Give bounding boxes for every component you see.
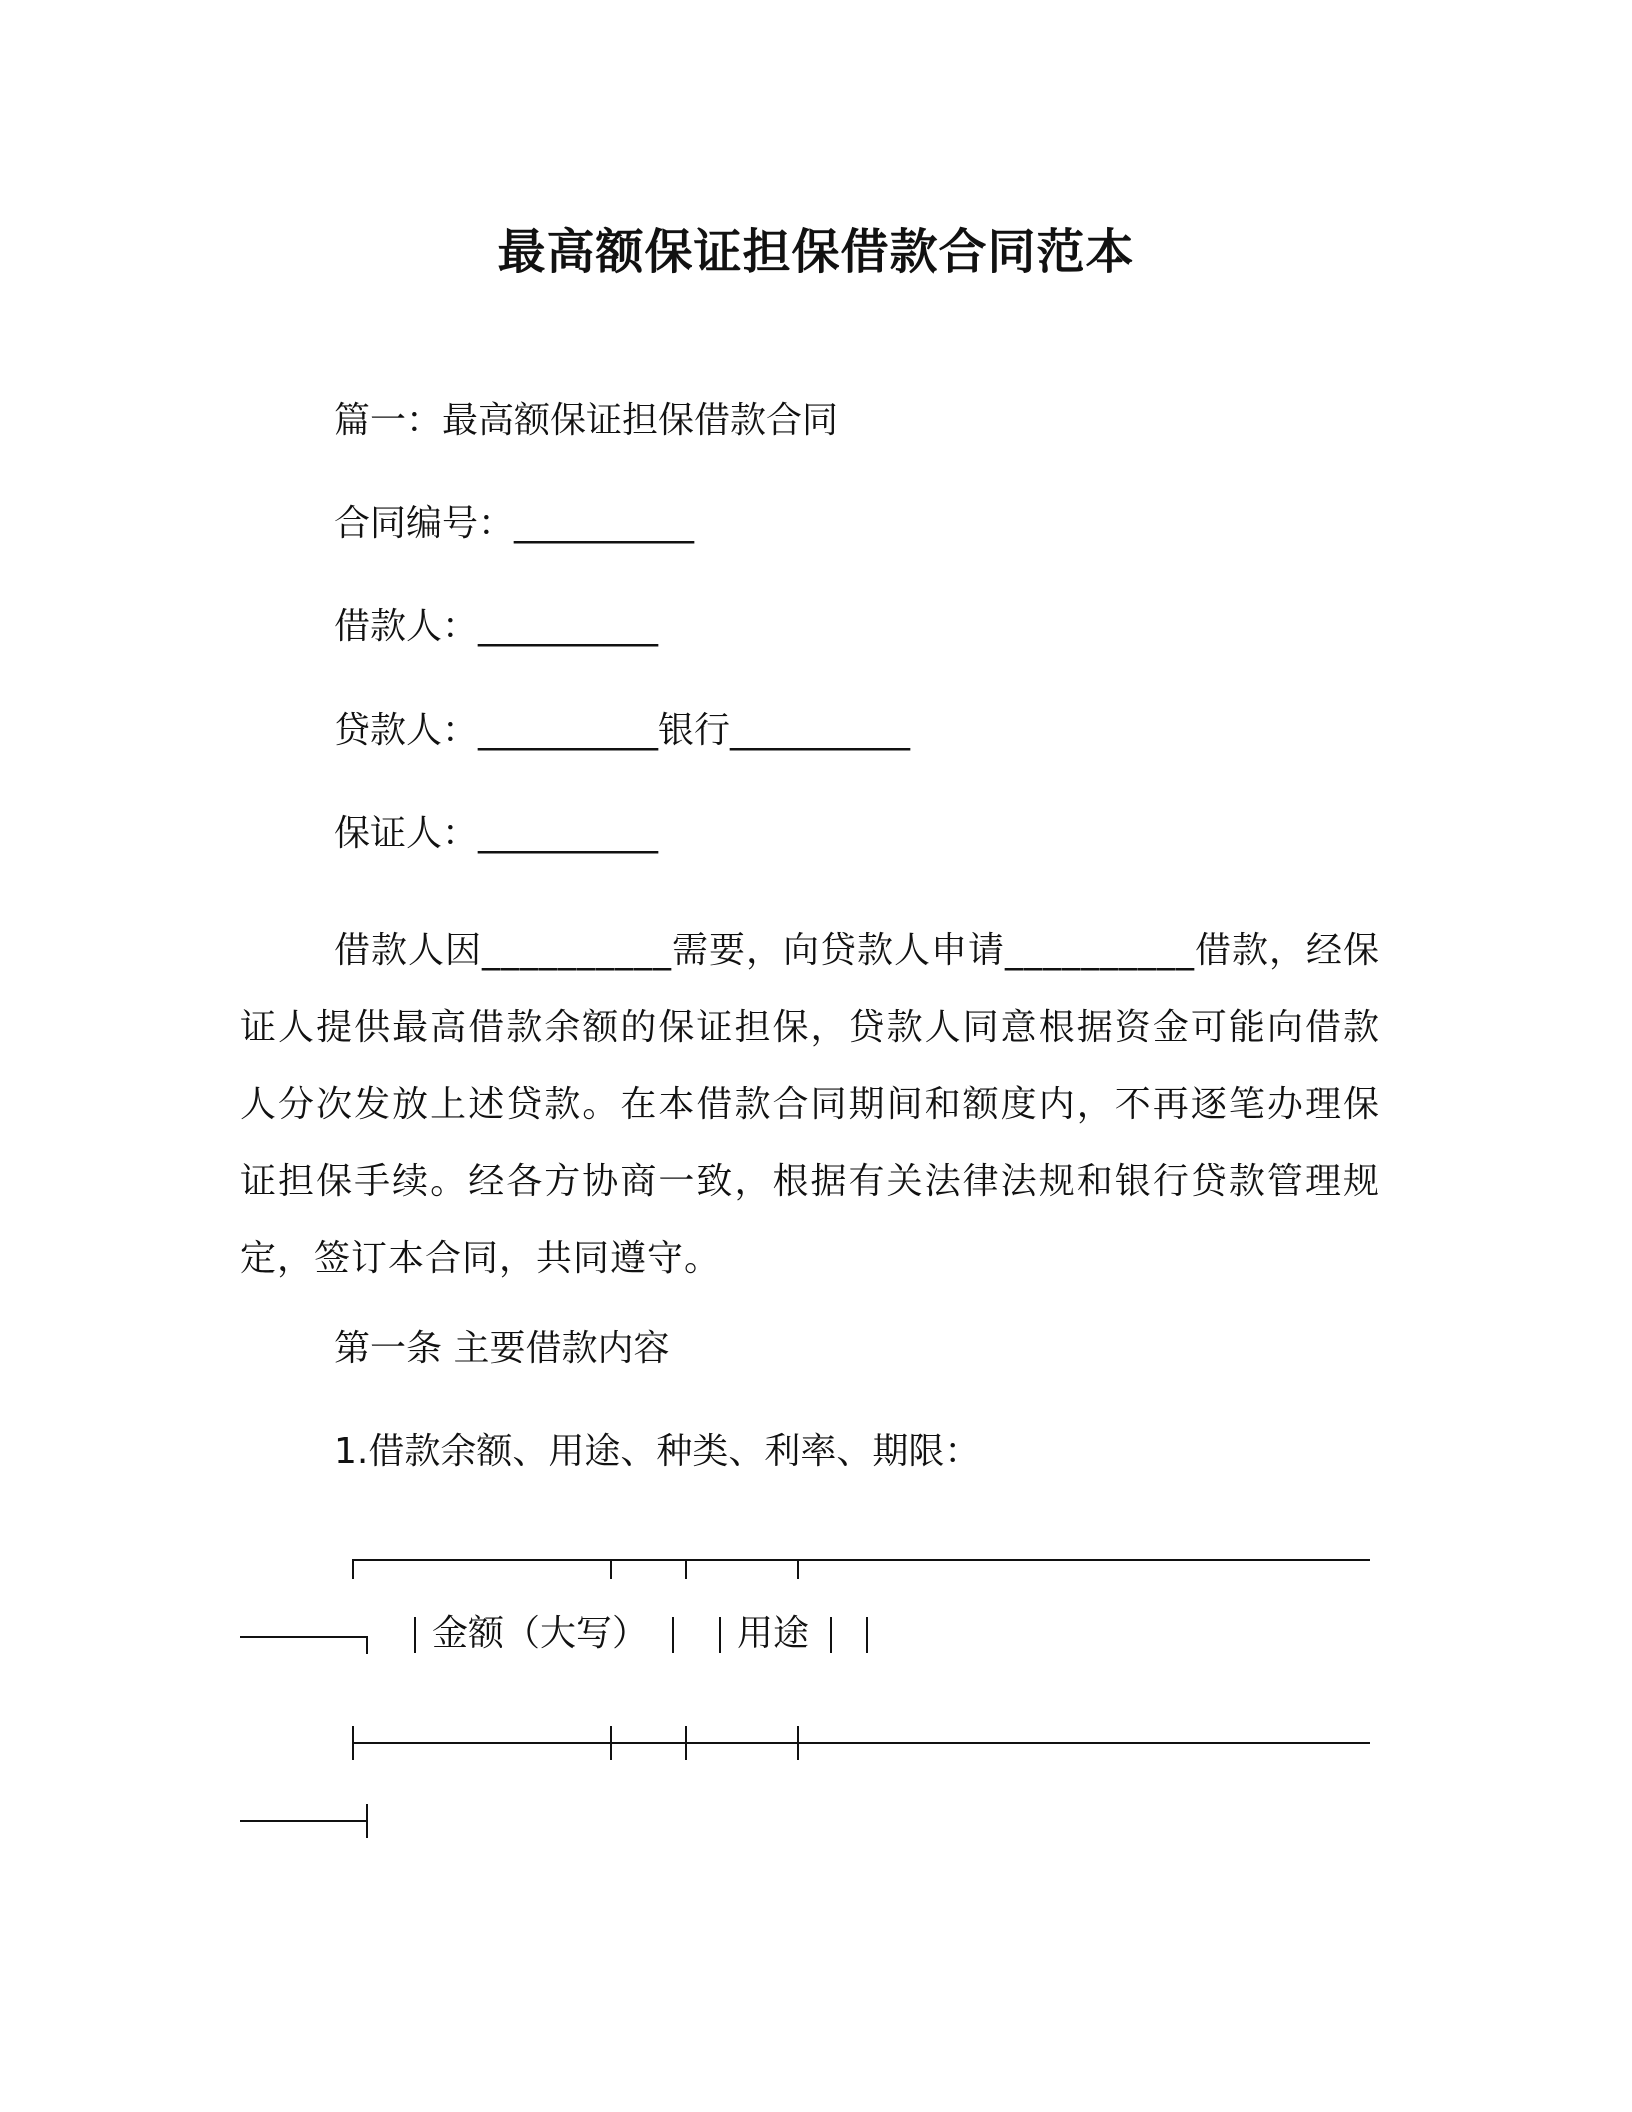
field-label: 借款人： [334,606,479,647]
item-1-text: 1.借款余额、用途、种类、利率、期限： [334,1431,981,1472]
section-heading: 篇一：最高额保证担保借款合同 [334,400,839,441]
table-bottom-left-rule [240,1820,368,1822]
field-contract-number [334,500,694,548]
table-header-amount: 金额（大写） [432,1613,649,1654]
field-value: __________ [478,606,659,647]
table-top-tick [797,1559,799,1579]
table-top-tick [685,1559,687,1579]
table-bottom-left-tick [366,1804,368,1838]
table-middle-tick [610,1726,612,1760]
table-middle-tick [352,1726,354,1760]
table-divider [672,1617,674,1653]
field-lender [334,707,910,755]
field-borrower [334,603,658,651]
table-top-tick [352,1559,354,1579]
article-1-heading: 第一条 主要借款内容 [334,1328,670,1369]
document-title: 最高额保证担保借款合同范本 [497,224,1135,280]
table-row-left-rule [240,1636,368,1638]
field-value: __________ [514,503,695,544]
field-label: 贷款人： [334,710,479,751]
table-divider [866,1617,868,1653]
table-middle-tick [685,1726,687,1760]
table-divider [719,1617,721,1653]
field-value: __________ [478,813,659,854]
field-guarantor [334,810,658,858]
table-middle-tick [797,1726,799,1760]
table-row-left-tick [366,1636,368,1654]
field-label: 保证人： [334,813,479,854]
table-divider [414,1617,416,1653]
table-top-tick [610,1559,612,1579]
table-divider [830,1617,832,1653]
table-middle-border [352,1742,1370,1744]
table-top-border [352,1559,1370,1561]
field-label: 合同编号： [334,503,515,544]
table-header-purpose: 用途 [737,1613,810,1654]
field-value: __________银行__________ [478,710,911,751]
intro-paragraph: 借款人因__________需要，向贷款人申请__________借款，经保证人提供最高借款余额的保证担保，贷款人同意根据资金可能向借款人分次发放上述贷款。在本借款合同期间和额度内，不再逐笔办理保证担保手续。经各方协商一致，根据有关法律法规和银行贷款管理规定，签订本合同，共同遵守。 [240,930,1381,1279]
